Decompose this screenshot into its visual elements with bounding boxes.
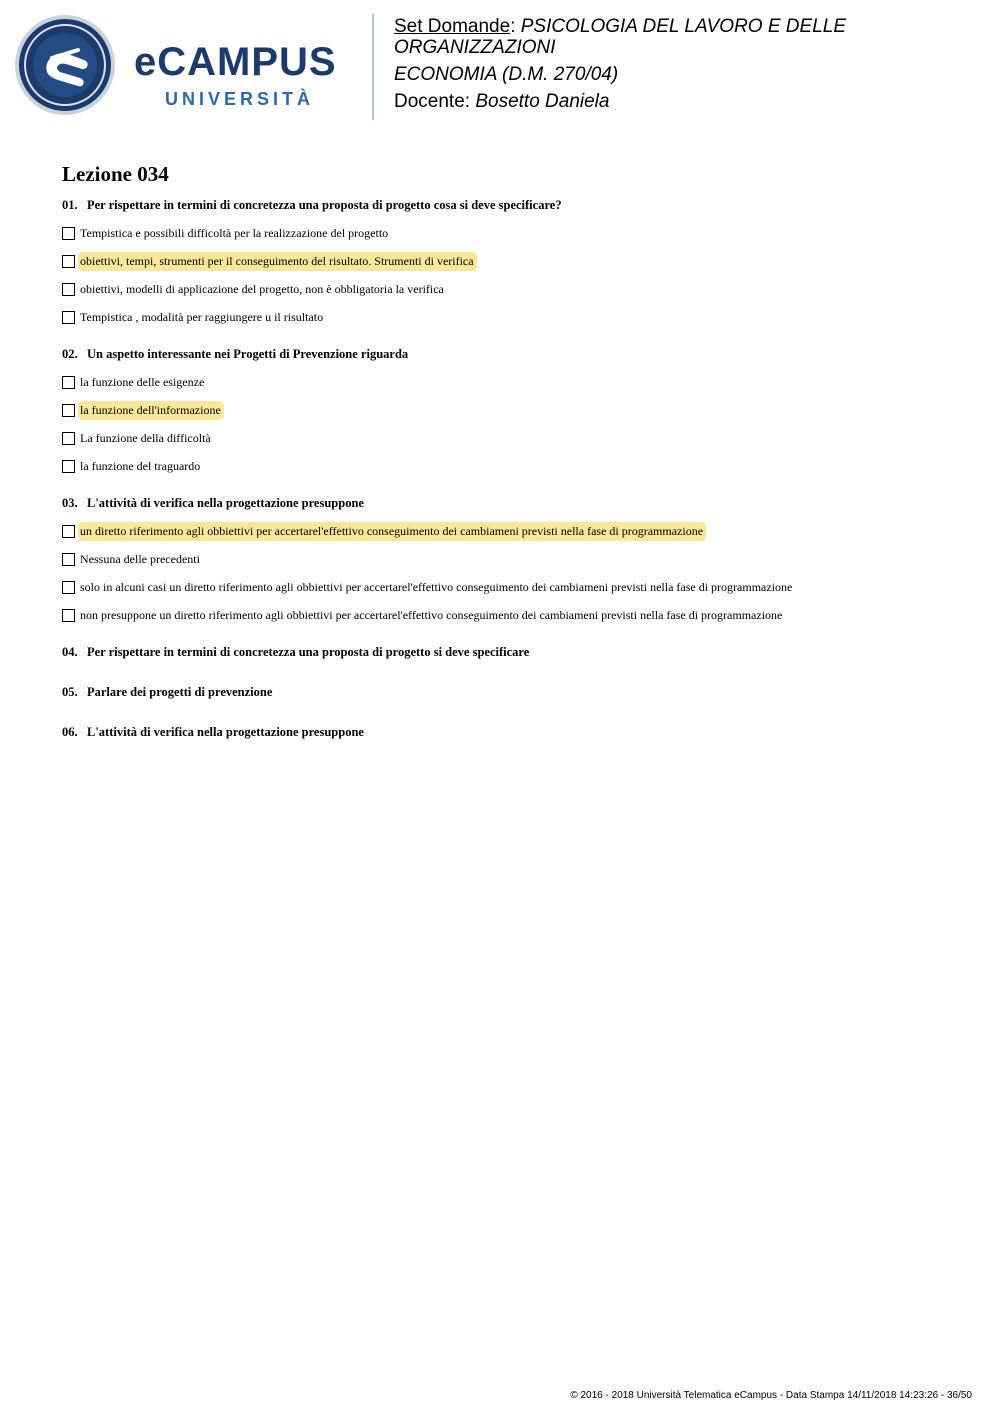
- question-number: 06.: [62, 725, 78, 739]
- question-number: 05.: [62, 685, 78, 699]
- question-text: [62, 345, 962, 363]
- question-text: [62, 494, 962, 512]
- question-label: L'attività di verifica nella progettazione presuppone: [87, 725, 364, 739]
- question-label: L'attività di verifica nella progettazione presuppone: [87, 496, 364, 510]
- header-divider: [372, 14, 374, 120]
- answer-option[interactable]: [62, 275, 962, 303]
- ecampus-seal-icon: [14, 14, 116, 116]
- answer-text: solo in alcuni casi un diretto riferimento agli obbiettivi per accertarel'effettivo conseguimento dei cambiameni previsti nella fase di programmazione: [80, 579, 793, 594]
- answer-option[interactable]: [62, 452, 962, 480]
- question-label: Per rispettare in termini di concretezza una proposta di progetto cosa si deve specificare?: [87, 198, 562, 212]
- answer-option[interactable]: [62, 545, 962, 573]
- answer-text: La funzione della difficoltà: [80, 430, 211, 445]
- lesson-title: Lezione 034: [62, 162, 169, 186]
- open-question-06: [62, 723, 962, 741]
- answer-text: la funzione del traguardo: [80, 458, 201, 473]
- answer-checkbox[interactable]: [62, 311, 75, 324]
- logo-subtitle: UNIVERSITÀ: [165, 89, 315, 109]
- answer-checkbox[interactable]: [62, 283, 75, 296]
- answer-option[interactable]: [62, 601, 962, 629]
- answer-checkbox[interactable]: [62, 609, 75, 622]
- teacher-name: Bosetto Daniela: [475, 91, 610, 112]
- answer-checkbox[interactable]: [62, 376, 75, 389]
- teacher-row: [394, 91, 984, 112]
- question-number: 02.: [62, 347, 78, 361]
- answer-option[interactable]: [62, 368, 962, 396]
- logo-wordmark: eCAMPUS: [134, 40, 337, 84]
- answer-text: la funzione delle esigenze: [80, 374, 205, 389]
- question-02: [62, 345, 962, 480]
- answer-option[interactable]: [62, 396, 962, 424]
- answer-option[interactable]: [62, 303, 962, 331]
- answer-checkbox[interactable]: [62, 581, 75, 594]
- answer-checkbox[interactable]: [62, 525, 75, 538]
- course-info: [394, 16, 984, 112]
- set-row: Set Domande: PSICOLOGIA DEL LAVORO E DELLE ORGANIZZAZIONI: [394, 16, 846, 58]
- answer-text: Tempistica e possibili difficoltà per la realizzazione del progetto: [80, 225, 389, 240]
- question-number: 01.: [62, 198, 78, 212]
- answer-text: non presuppone un diretto riferimento agli obbiettivi per accertarel'effettivo conseguimento dei cambiameni previsti nella fase di programmazione: [80, 607, 783, 622]
- question-label: Per rispettare in termini di concretezza una proposta di progetto si deve specificare: [87, 645, 530, 659]
- set-label: Set Domande: [394, 16, 511, 37]
- answer-text: Nessuna delle precedenti: [80, 551, 200, 566]
- open-question-05: [62, 683, 962, 701]
- question-number: 04.: [62, 645, 78, 659]
- question-03: [62, 494, 962, 629]
- question-number: 03.: [62, 496, 78, 510]
- answer-checkbox[interactable]: [62, 404, 75, 417]
- teacher-label: Docente:: [394, 91, 471, 112]
- answer-text-highlighted: un diretto riferimento agli obbiettivi per accertarel'effettivo conseguimento dei cambiameni previsti nella fase di programmazione: [78, 522, 706, 541]
- answer-checkbox[interactable]: [62, 227, 75, 240]
- course-row: [394, 64, 984, 85]
- page-footer: © 2016 - 2018 Università Telematica eCampus - Data Stampa 14/11/2018 14:23:26 - 36/50: [570, 1390, 972, 1401]
- set-title: PSICOLOGIA DEL LAVORO E DELLE ORGANIZZAZIONI: [394, 16, 846, 58]
- question-text: [62, 196, 962, 214]
- answer-text: obiettivi, modelli di applicazione del progetto, non è obbligatoria la verifica: [80, 281, 444, 296]
- question-label: Parlare dei progetti di prevenzione: [87, 685, 273, 699]
- answer-checkbox[interactable]: [62, 432, 75, 445]
- page-header: [0, 0, 1000, 140]
- answer-text: Tempistica , modalità per raggiungere u il risultato: [80, 309, 324, 324]
- answer-option[interactable]: [62, 424, 962, 452]
- question-label: Un aspetto interessante nei Progetti di Prevenzione riguarda: [87, 347, 409, 361]
- answer-option[interactable]: [62, 247, 962, 275]
- answer-text-highlighted: obiettivi, tempi, strumenti per il conseguimento del risultato. Strumenti di verifica: [78, 252, 477, 271]
- answer-checkbox[interactable]: [62, 553, 75, 566]
- answer-text-highlighted: la funzione dell'informazione: [78, 401, 224, 420]
- answer-checkbox[interactable]: [62, 255, 75, 268]
- answer-option[interactable]: [62, 573, 962, 601]
- question-01: [62, 196, 962, 331]
- open-question-04: [62, 643, 962, 661]
- answer-option[interactable]: [62, 219, 962, 247]
- question-set: [62, 160, 962, 763]
- course-name: ECONOMIA (D.M. 270/04): [394, 64, 619, 85]
- answer-checkbox[interactable]: [62, 460, 75, 473]
- answer-option[interactable]: [62, 517, 962, 545]
